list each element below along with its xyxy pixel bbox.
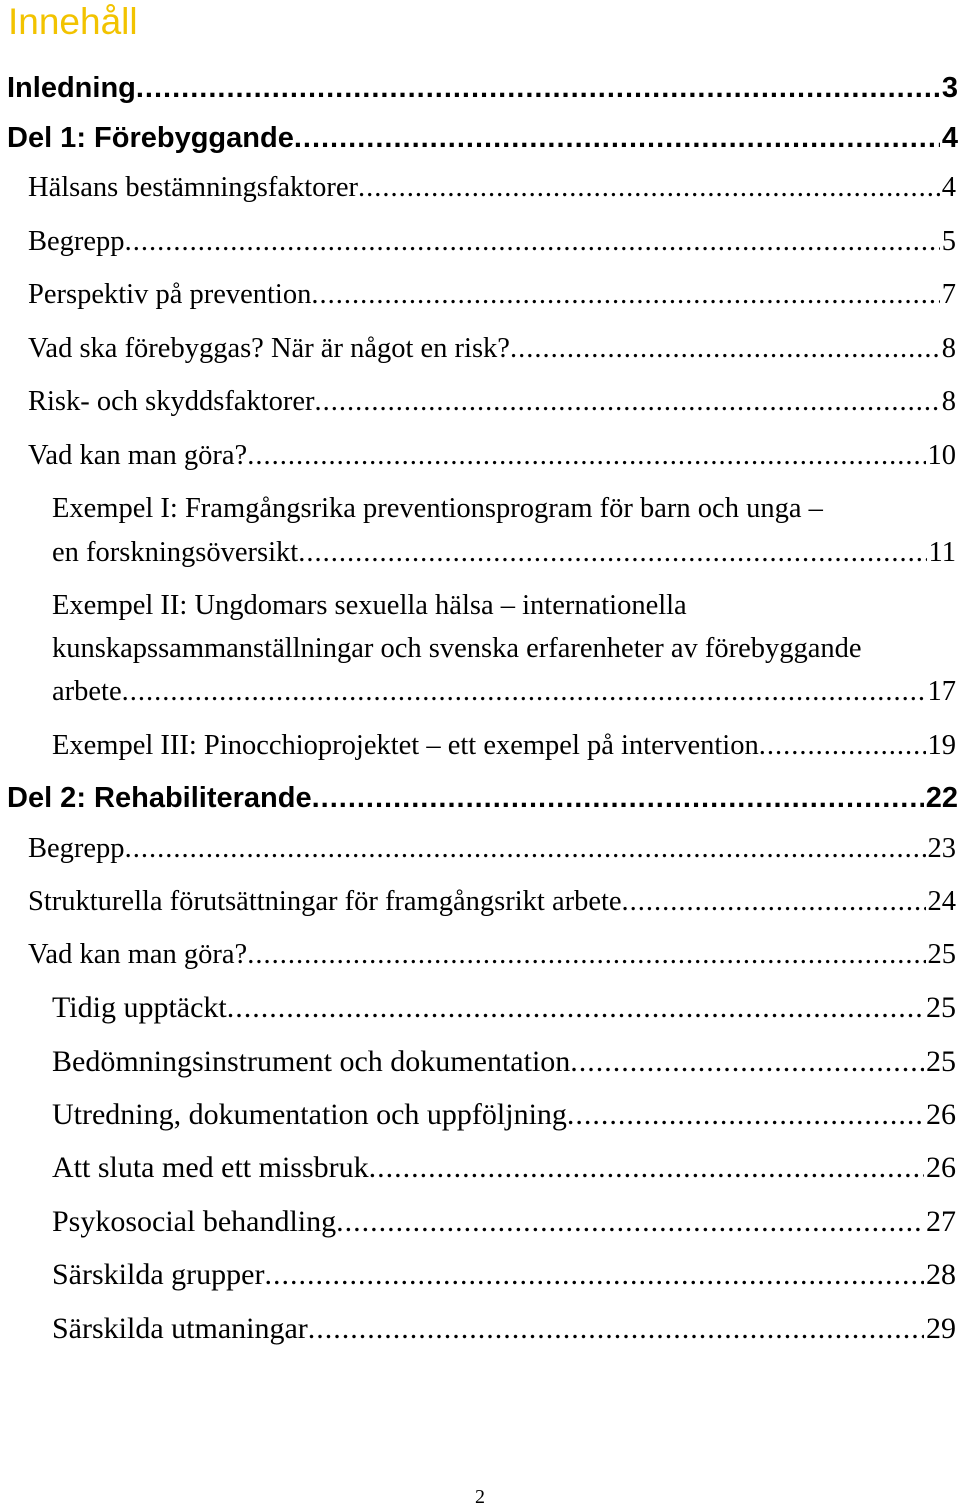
toc-entry-bedomningsinstrument[interactable]	[0, 1044, 960, 1080]
toc-entry-title: Strukturella förutsättningar för framgångsrikt arbete	[28, 886, 622, 917]
toc-entry-page: 25	[926, 991, 956, 1024]
toc-entry-psykosocial[interactable]	[0, 1204, 960, 1240]
page-title: Innehåll	[8, 1, 138, 42]
toc-entry-title: Begrepp	[28, 833, 125, 864]
dot-leader	[122, 674, 926, 710]
toc-entry-page: 8	[941, 386, 956, 417]
toc-entry-line: kunskapssammanställningar och svenska erfarenheter av förebyggande	[52, 633, 862, 664]
toc-entry-page: 5	[941, 226, 956, 257]
toc-entry-sarskilda-grupper[interactable]	[0, 1257, 960, 1293]
toc-entry-del-2[interactable]	[0, 780, 960, 816]
toc-entry-title: Vad ska förebyggas? När är något en risk?	[28, 333, 510, 364]
dot-leader	[315, 384, 940, 420]
toc-entry-page: 25	[927, 939, 956, 970]
toc-entry-title: Inledning	[7, 72, 136, 104]
toc-entry-page: 27	[926, 1205, 956, 1238]
toc-entry-title: Risk- och skyddsfaktorer	[28, 386, 315, 417]
dot-leader	[125, 224, 940, 260]
toc-entry-page: 28	[926, 1258, 956, 1291]
toc-entry-page: 4	[941, 122, 958, 154]
toc-entry-title: Vad kan man göra?	[28, 939, 248, 970]
toc-entry-sarskilda-utmaningar[interactable]	[0, 1311, 960, 1347]
toc-entry-exempel-1[interactable]	[0, 535, 960, 571]
toc-entry-begrepp[interactable]	[0, 224, 960, 260]
toc-entry-page: 26	[926, 1151, 956, 1184]
dot-leader	[369, 1150, 924, 1186]
toc-entry-strukturella[interactable]	[0, 884, 960, 920]
toc-entry-line: Exempel II: Ungdomars sexuella hälsa – internationella	[52, 590, 687, 621]
toc-entry-page: 23	[927, 833, 956, 864]
toc-entry-vad-ska-forebyggas[interactable]	[0, 331, 960, 367]
toc-entry-inledning[interactable]	[0, 70, 960, 106]
toc-entry-title: Hälsans bestämningsfaktorer	[28, 172, 359, 203]
toc-entry-title: Bedömningsinstrument och dokumentation	[52, 1045, 571, 1078]
dot-leader	[247, 438, 925, 474]
toc-entry-page: 26	[926, 1098, 956, 1131]
dot-leader	[136, 70, 940, 106]
toc-entry-page: 8	[941, 333, 956, 364]
dot-leader	[247, 937, 925, 973]
page-number: 2	[475, 1486, 485, 1508]
dot-leader	[311, 277, 939, 313]
toc-entry-halsans-bestamningsfaktorer[interactable]	[0, 170, 960, 206]
toc-entry-begrepp-2[interactable]	[0, 831, 960, 867]
toc-entry-perspektiv[interactable]	[0, 277, 960, 313]
dot-leader	[294, 120, 940, 156]
toc-entry-title: Tidig upptäckt	[52, 991, 227, 1024]
dot-leader	[622, 884, 926, 920]
toc-entry-title: en forskningsöversikt	[52, 537, 299, 568]
toc-entry-risk-och-skyddsfaktorer[interactable]	[0, 384, 960, 420]
dot-leader	[298, 535, 926, 571]
toc-entry-utredning[interactable]	[0, 1097, 960, 1133]
dot-leader	[125, 831, 926, 867]
toc-entry-page: 24	[927, 886, 956, 917]
dot-leader	[336, 1204, 924, 1240]
dot-leader	[358, 170, 940, 206]
toc-entry-page: 19	[927, 730, 956, 761]
toc-entry-vad-kan-man-gora-2[interactable]	[0, 937, 960, 973]
toc-entry-page: 29	[926, 1312, 956, 1345]
toc-entry-exempel-2[interactable]	[0, 674, 960, 710]
toc-entry-title: arbete	[52, 676, 122, 707]
toc-entry-title: Särskilda utmaningar	[52, 1312, 308, 1345]
toc-entry-line: Exempel I: Framgångsrika preventionsprogram för barn och unga –	[52, 493, 823, 524]
dot-leader	[312, 780, 924, 816]
toc-entry-page: 17	[927, 676, 956, 707]
toc-entry-page: 22	[925, 782, 958, 814]
toc-entry-title: Exempel III: Pinocchioprojektet – ett exempel på intervention	[52, 730, 759, 761]
toc-entry-del-1[interactable]	[0, 120, 960, 156]
toc-entry-att-sluta[interactable]	[0, 1150, 960, 1186]
toc-entry-page: 10	[927, 440, 956, 471]
toc-entry-page: 4	[941, 172, 956, 203]
toc-entry-title: Perspektiv på prevention	[28, 279, 312, 310]
dot-leader	[570, 1044, 924, 1080]
toc-entry-title: Utredning, dokumentation och uppföljning	[52, 1098, 567, 1131]
toc-entry-exempel-3[interactable]	[0, 728, 960, 764]
toc-entry-title: Del 1: Förebyggande	[7, 122, 294, 154]
dot-leader	[308, 1311, 924, 1347]
toc-entry-title: Psykosocial behandling	[52, 1205, 337, 1238]
dot-leader	[567, 1097, 924, 1133]
toc-entry-vad-kan-man-gora-1[interactable]	[0, 438, 960, 474]
dot-leader	[510, 331, 940, 367]
toc-entry-page: 3	[941, 72, 958, 104]
toc-entry-title: Begrepp	[28, 226, 125, 257]
dot-leader	[227, 990, 924, 1026]
toc-entry-page: 25	[926, 1045, 956, 1078]
toc-entry-title: Del 2: Rehabiliterande	[7, 782, 312, 814]
toc-entry-tidig-upptackt[interactable]	[0, 990, 960, 1026]
toc-entry-title: Särskilda grupper	[52, 1258, 265, 1291]
dot-leader	[759, 728, 926, 764]
dot-leader	[264, 1257, 924, 1293]
toc-entry-title: Att sluta med ett missbruk	[52, 1151, 369, 1184]
toc-entry-title: Vad kan man göra?	[28, 440, 248, 471]
toc-entry-page: 11	[928, 537, 956, 568]
toc-entry-page: 7	[941, 279, 956, 310]
